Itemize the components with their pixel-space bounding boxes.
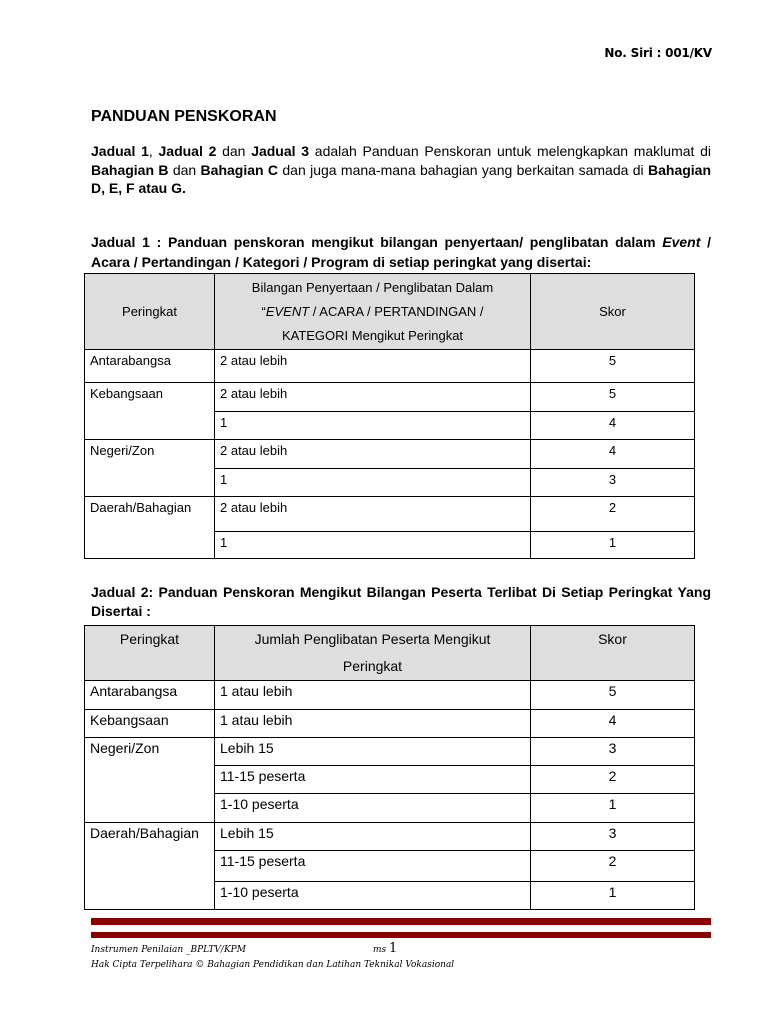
table1-caption-text: / Acara / Pertandingan / Kategori / Program di setiap peringkat yang disertai: [91, 234, 711, 270]
page-title: PANDUAN PENSKORAN [91, 108, 277, 125]
table2-count-cell: 1-10 peserta [215, 794, 531, 823]
table1-header-event: EVENT [265, 303, 310, 319]
table1-caption-event: Event [662, 234, 701, 250]
table2-header-count-line1: Jumlah Penglibatan Peserta Mengikut [254, 631, 491, 647]
table1-header-score: Skor [531, 274, 695, 350]
intro-ref-bahagian-dg: Bahagian D, E, F atau G. [91, 161, 712, 196]
intro-text: dan juga mana-mana bahagian yang berkaitan samada di [278, 161, 648, 178]
intro-ref-bahagian-c: Bahagian C [200, 161, 279, 178]
table1-caption-text: Jadual 1 : Panduan penskoran mengikut bilangan penyertaan/ penglibatan dalam [91, 234, 663, 250]
table-row [85, 710, 695, 738]
intro-ref-bahagian-b: Bahagian B [91, 161, 169, 178]
table-row [85, 440, 695, 469]
table1-score-cell: 5 [531, 350, 695, 383]
table1-score-cell: 5 [531, 383, 695, 412]
table2-level-cell: Daerah/Bahagian [85, 823, 215, 910]
table1-level-cell: Negeri/Zon [85, 440, 215, 497]
intro-text: adalah Panduan Penskoran untuk melengkapkan maklumat di [309, 143, 712, 159]
table2-level-cell: Negeri/Zon [85, 738, 215, 823]
table1-header-level: Peringkat [85, 274, 215, 350]
footer-page-number [373, 941, 397, 956]
table2-score-cell: 2 [531, 766, 695, 794]
table1-header-row [85, 274, 695, 350]
table1-header-count-line2: / ACARA / PERTANDINGAN / [309, 303, 484, 319]
table1-score-cell: 1 [531, 532, 695, 559]
table2-level-cell: Kebangsaan [85, 710, 215, 738]
intro-text: dan [216, 143, 252, 159]
table2-score-cell: 3 [531, 823, 695, 851]
table2-count-cell: Lebih 15 [215, 738, 531, 766]
table1-level-cell: Kebangsaan [85, 383, 215, 440]
table2-score-cell: 1 [531, 882, 695, 910]
table1-score-cell: 4 [531, 412, 695, 440]
table2-count-cell: 1 atau lebih [215, 710, 531, 738]
footer-page-prefix: ms [373, 945, 390, 955]
table2-count-cell: 11-15 peserta [215, 851, 531, 882]
table2-score-cell: 2 [531, 851, 695, 882]
table2-header-level: Peringkat [85, 626, 215, 681]
footer-page-num: 1 [389, 941, 398, 956]
table1-count-cell: 2 atau lebih [215, 350, 531, 383]
table1-header-count-line1: Bilangan Penyertaan / Penglibatan Dalam [251, 279, 494, 295]
serial-number: No. Siri : 001/KV [604, 46, 712, 60]
table1-count-cell: 1 [215, 412, 531, 440]
table2-count-cell: 1 atau lebih [215, 681, 531, 710]
table2-header-count [215, 626, 531, 681]
table1 [84, 273, 695, 559]
table1-header-count [215, 274, 531, 350]
table1-header-quote: “ [261, 303, 266, 319]
table1-caption [91, 232, 711, 272]
table1-score-cell: 3 [531, 469, 695, 497]
table1-score-cell: 4 [531, 440, 695, 469]
table-row [85, 383, 695, 412]
table2-header-score: Skor [531, 626, 695, 681]
table1-header-count-line3: KATEGORI Mengikut Peringkat [281, 327, 464, 343]
table-row [85, 497, 695, 532]
intro-ref-jadual-2: Jadual 2 [158, 143, 217, 159]
table1-count-cell: 2 atau lebih [215, 497, 531, 532]
table2-score-cell: 4 [531, 710, 695, 738]
table2-score-cell: 3 [531, 738, 695, 766]
footer-rule-bottom [91, 932, 711, 938]
table-row [85, 823, 695, 851]
table2-header-count-line2: Peringkat [342, 658, 403, 674]
table1-score-cell: 2 [531, 497, 695, 532]
table-row [85, 350, 695, 383]
intro-text: dan [168, 161, 201, 178]
table1-level-cell: Antarabangsa [85, 350, 215, 383]
table1-count-cell: 1 [215, 469, 531, 497]
table2-count-cell: 1-10 peserta [215, 882, 531, 910]
table1-level-cell: Daerah/Bahagian [85, 497, 215, 559]
footer-rule-top [91, 918, 711, 925]
table2-count-cell: 11-15 peserta [215, 766, 531, 794]
intro-text: , [148, 143, 159, 159]
footer-instrument-label: Instrumen Penilaian _BPLTV/KPM [91, 945, 246, 955]
table2-count-cell: Lebih 15 [215, 823, 531, 851]
table1-count-cell: 1 [215, 532, 531, 559]
intro-ref-jadual-3: Jadual 3 [251, 143, 310, 159]
table1-count-cell: 2 atau lebih [215, 383, 531, 412]
table2-score-cell: 1 [531, 794, 695, 823]
table2 [84, 625, 695, 910]
table1-count-cell: 2 atau lebih [215, 440, 531, 469]
footer-copyright: Hak Cipta Terpelihara © Bahagian Pendidikan dan Latihan Teknikal Vokasional [91, 960, 455, 970]
table2-header-row [85, 626, 695, 681]
intro-paragraph [91, 142, 711, 198]
table-row [85, 738, 695, 766]
intro-ref-jadual-1: Jadual 1 [91, 143, 149, 159]
table2-level-cell: Antarabangsa [85, 681, 215, 710]
table-row [85, 681, 695, 710]
table2-score-cell: 5 [531, 681, 695, 710]
table2-caption: Jadual 2: Panduan Penskoran Mengikut Bilangan Peserta Terlibat Di Setiap Peringkat Yang Disertai : [91, 584, 711, 619]
